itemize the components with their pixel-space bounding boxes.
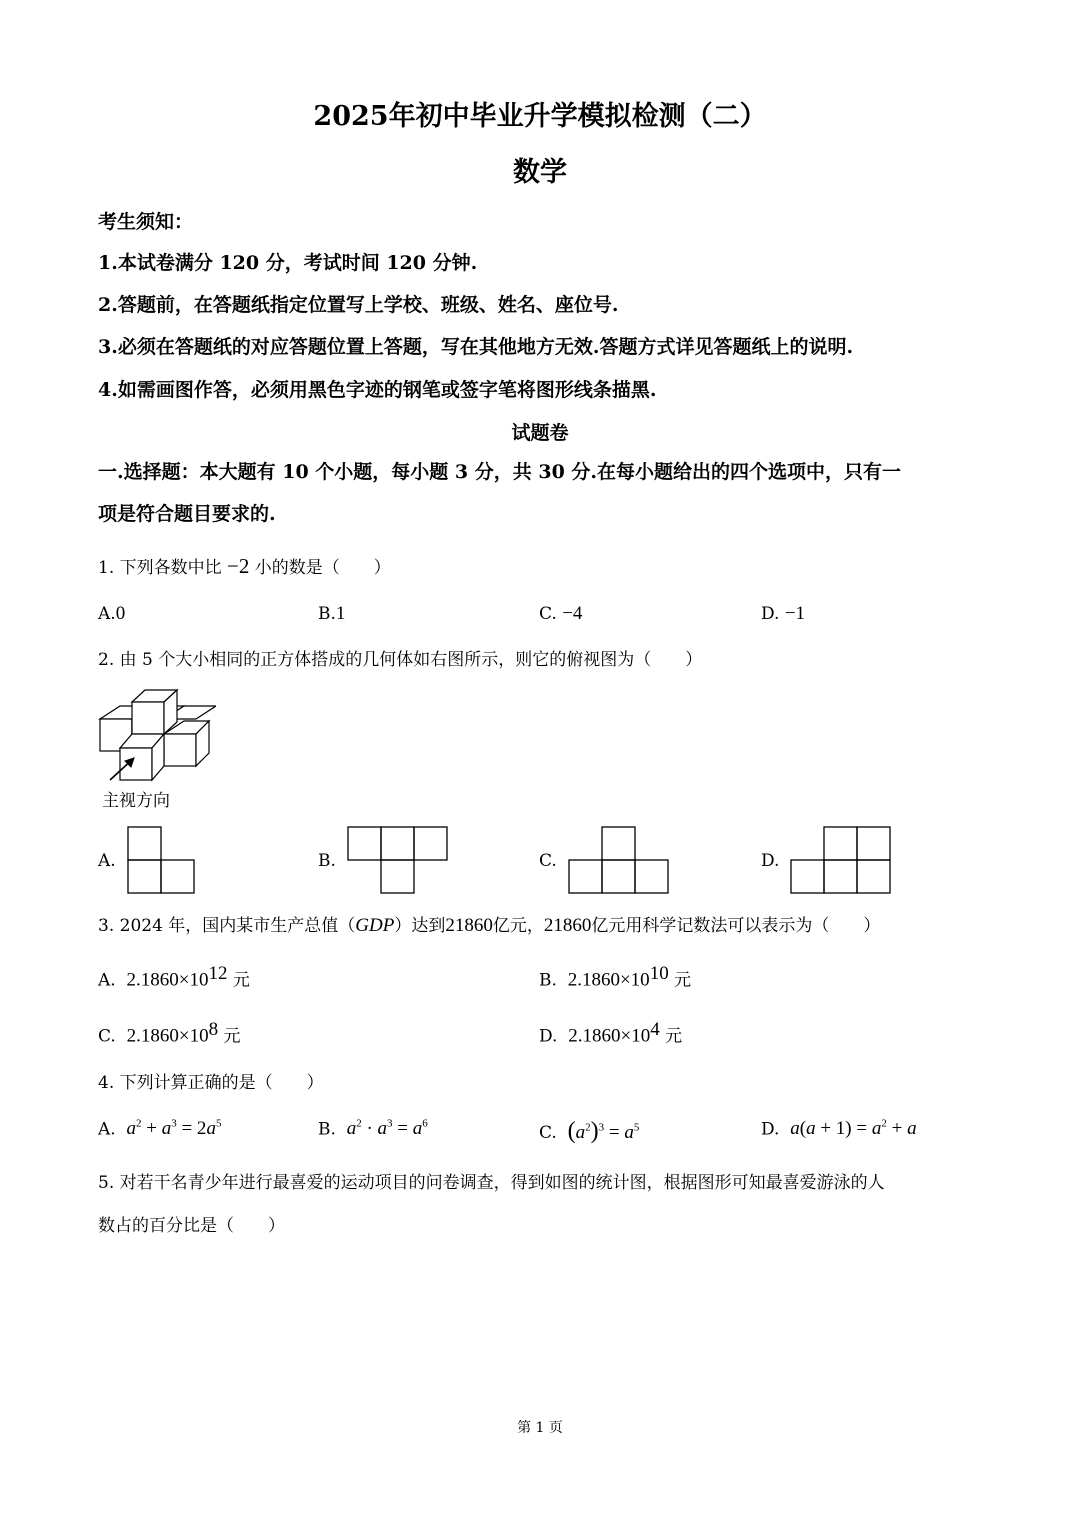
q3-option-d[interactable] — [539, 1019, 682, 1048]
option-unit: 元 — [232, 970, 250, 991]
option-exponent: 12 — [208, 963, 228, 984]
q3-option-b[interactable] — [539, 963, 691, 992]
q3-gdp: GDP — [355, 915, 395, 936]
q4-option-a-formula: $a^2 + a^3 = 2a^5$ — [126, 1118, 222, 1140]
q2-3d-figure — [96, 686, 216, 786]
q1-option-b[interactable] — [318, 603, 345, 625]
q4-option-d-formula: $a(a + 1) = a^2 + a$ — [790, 1118, 917, 1140]
q4-option-c[interactable] — [539, 1118, 639, 1145]
question-2-stem: 2. 由 5 个大小相同的正方体搭成的几何体如右图所示，则它的俯视图为（ ） — [98, 650, 703, 670]
option-exponent: 10 — [649, 963, 669, 984]
q3-option-a[interactable] — [98, 963, 250, 992]
notice-item-2: 2.答题前，在答题纸指定位置写上学校、班级、姓名、座位号. — [98, 294, 619, 316]
notice-heading: 考生须知： — [98, 211, 194, 233]
q2-option-d-figure — [790, 826, 894, 894]
option-label: C. — [539, 1123, 557, 1143]
q2-option-b-figure — [347, 826, 451, 894]
exam-title: 2025年初中毕业升学模拟检测（二） — [313, 101, 767, 132]
question-5-line2: 数占的百分比是（ ） — [98, 1216, 285, 1236]
option-unit: 元 — [665, 1026, 683, 1047]
option-label: D. — [539, 1026, 558, 1047]
option-base: 2.1860×10 — [126, 969, 209, 991]
q4-option-c-formula: $(a^2)^3 = a^5$ — [567, 1118, 640, 1144]
option-value: 0 — [115, 603, 126, 624]
option-label: D. — [761, 604, 780, 624]
option-base: 2.1860×10 — [568, 1025, 651, 1047]
part1-instruction-line1: 一.选择题：本大题有 10 个小题，每小题 3 分，共 30 分.在每小题给出的四个选项中，只有一 — [98, 461, 902, 483]
q2-option-c-figure — [568, 826, 672, 894]
notice-item-1: 1.本试卷满分 120 分，考试时间 120 分钟. — [98, 252, 478, 274]
subject-title: 数学 — [513, 157, 567, 188]
q2-option-a-figure — [127, 826, 197, 894]
q3-number-2: 21860 — [543, 915, 592, 936]
q3-number-1: 21860 — [445, 915, 493, 936]
option-unit: 元 — [674, 970, 692, 991]
q3-text-2: ）达到 — [394, 916, 446, 936]
option-exponent: 4 — [650, 1019, 660, 1040]
option-label: B. — [539, 970, 557, 991]
q4-option-d[interactable] — [761, 1118, 917, 1140]
option-label: B. — [318, 604, 336, 624]
option-label: C. — [539, 604, 557, 624]
option-base: 2.1860×10 — [567, 969, 650, 991]
q3-text-4: 亿元用科学记数法可以表示为（ ） — [591, 916, 881, 936]
question-3-stem — [98, 911, 880, 937]
option-value: 1 — [335, 603, 346, 624]
q4-option-b[interactable] — [318, 1118, 428, 1140]
option-label: C. — [98, 1026, 116, 1047]
page-number: 第 1 页 — [517, 1420, 563, 1436]
option-label: D. — [761, 1119, 780, 1140]
option-value: −1 — [784, 603, 806, 624]
q1-option-a[interactable] — [98, 603, 125, 625]
question-5-line1: 5. 对若干名青少年进行最喜爱的运动项目的问卷调查，得到如图的统计图，根据图形可知最喜爱游泳的人 — [98, 1173, 885, 1193]
part1-instruction-line2: 项是符合题目要求的. — [98, 503, 276, 525]
q4-option-b-formula: $a^2 \cdot a^3 = a^6$ — [346, 1118, 428, 1140]
q2-option-d-label[interactable]: D. — [761, 851, 780, 871]
notice-item-3: 3.必须在答题纸的对应答题位置上答题，写在其他地方无效.答题方式详见答题纸上的说明. — [98, 336, 854, 358]
q2-view-direction-label: 主视方向 — [102, 791, 170, 811]
option-exponent: 8 — [208, 1019, 219, 1040]
question-1-stem — [98, 553, 391, 579]
q2-option-b-label[interactable]: B. — [318, 851, 336, 871]
option-label: A. — [98, 604, 116, 624]
q4-option-a[interactable] — [98, 1118, 221, 1140]
q2-option-a-label[interactable]: A. — [98, 851, 116, 871]
section-title: 试题卷 — [511, 422, 569, 444]
q3-text-1: 3. 2024 年，国内某市生产总值（ — [98, 916, 356, 936]
q1-number: −2 — [227, 554, 250, 578]
option-base: 2.1860×10 — [126, 1025, 209, 1047]
q1-text-post: 小的数是（ ） — [254, 558, 391, 578]
question-4-stem: 4. 下列计算正确的是（ ） — [98, 1073, 324, 1093]
option-label: A. — [98, 1119, 116, 1140]
notice-item-4: 4.如需画图作答，必须用黑色字迹的钢笔或签字笔将图形线条描黑. — [98, 379, 657, 401]
q1-option-d[interactable] — [761, 603, 805, 625]
option-unit: 元 — [223, 1026, 241, 1047]
q2-option-c-label[interactable]: C. — [539, 851, 557, 871]
option-label: B. — [318, 1119, 336, 1140]
option-label: A. — [98, 970, 116, 991]
option-value: −4 — [562, 603, 583, 624]
q3-option-c[interactable] — [98, 1019, 241, 1048]
q3-text-3: 亿元， — [492, 916, 544, 936]
q1-option-c[interactable] — [539, 603, 582, 625]
q1-text-pre: 1. 下列各数中比 — [98, 558, 222, 578]
